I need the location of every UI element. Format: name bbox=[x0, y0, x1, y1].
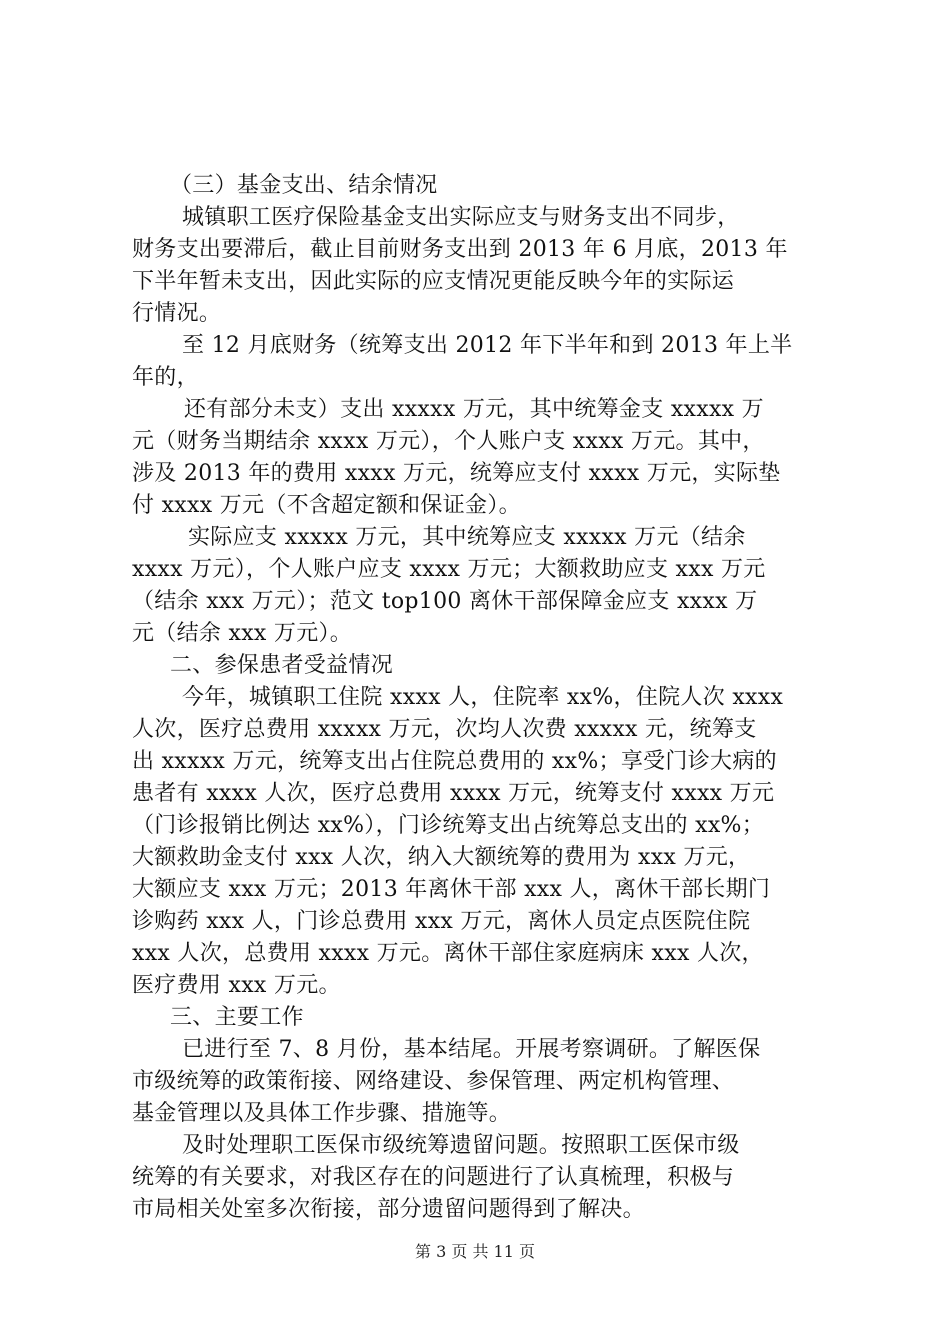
text-line: 患者有 xxxx 人次，医疗总费用 xxxx 万元，统筹支付 xxxx 万元 bbox=[132, 781, 775, 806]
text-line: 市级统筹的政策衔接、网络建设、参保管理、两定机构管理、 bbox=[132, 1069, 735, 1094]
text-line: 财务支出要滞后，截止目前财务支出到 2013 年 6 月底，2013 年 bbox=[132, 237, 788, 262]
text-line: （三）基金支出、结余情况 bbox=[170, 173, 438, 198]
text-line: （门诊报销比例达 xx%），门诊统筹支出占统筹总支出的 xx%； bbox=[132, 813, 765, 838]
text-line: 今年，城镇职工住院 xxxx 人，住院率 xx%，住院人次 xxxx bbox=[182, 685, 784, 710]
page-footer: 第 3 页 共 11 页 bbox=[415, 1242, 535, 1261]
text-line: 年的， bbox=[132, 365, 199, 390]
text-line: 诊购药 xxx 人，门诊总费用 xxx 万元，离休人员定点医院住院 bbox=[132, 909, 751, 934]
text-line: 医疗费用 xxx 万元。 bbox=[132, 973, 341, 998]
text-line: 基金管理以及具体工作步骤、措施等。 bbox=[132, 1101, 512, 1126]
text-line: 付 xxxx 万元（不含超定额和保证金）。 bbox=[132, 493, 521, 518]
text-line: 下半年暂未支出，因此实际的应支情况更能反映今年的实际运 bbox=[132, 269, 735, 294]
text-line: 已进行至 7、8 月份，基本结尾。开展考察调研。了解医保 bbox=[182, 1037, 761, 1062]
text-line: 人次，医疗总费用 xxxxx 万元，次均人次费 xxxxx 元，统筹支 bbox=[132, 717, 757, 742]
text-line: 涉及 2013 年的费用 xxxx 万元，统筹应支付 xxxx 万元，实际垫 bbox=[132, 461, 781, 486]
text-line: 市局相关处室多次衔接，部分遗留问题得到了解决。 bbox=[132, 1197, 645, 1222]
text-line: 城镇职工医疗保险基金支出实际应支与财务支出不同步， bbox=[182, 205, 740, 230]
text-line: 元（结余 xxx 万元）。 bbox=[132, 621, 353, 646]
text-line: 出 xxxxx 万元，统筹支出占住院总费用的 xx%；享受门诊大病的 bbox=[132, 749, 777, 774]
text-line: 及时处理职工医保市级统筹遗留问题。按照职工医保市级 bbox=[182, 1133, 740, 1158]
text-line: 三、主要工作 bbox=[170, 1005, 304, 1030]
text-line: （结余 xxx 万元）；范文 top100 离休干部保障金应支 xxxx 万 bbox=[132, 589, 758, 614]
text-line: xxx 人次，总费用 xxxx 万元。离休干部住家庭病床 xxx 人次， bbox=[132, 941, 764, 966]
text-line: 还有部分未支）支出 xxxxx 万元，其中统筹金支 xxxxx 万 bbox=[184, 397, 764, 422]
document-body bbox=[132, 170, 832, 1226]
text-line: 统筹的有关要求，对我区存在的问题进行了认真梳理，积极与 bbox=[132, 1165, 735, 1190]
text-line: xxxx 万元），个人账户应支 xxxx 万元；大额救助应支 xxx 万元 bbox=[132, 557, 766, 582]
text-line: 大额应支 xxx 万元；2013 年离休干部 xxx 人，离休干部长期门 bbox=[132, 877, 771, 902]
text-line: 元（财务当期结余 xxxx 万元），个人账户支 xxxx 万元。其中， bbox=[132, 429, 765, 454]
text-line: 行情况。 bbox=[132, 301, 222, 326]
text-line: 大额救助金支付 xxx 人次，纳入大额统筹的费用为 xxx 万元， bbox=[132, 845, 751, 870]
text-line: 二、参保患者受益情况 bbox=[170, 653, 394, 678]
text-line: 实际应支 xxxxx 万元，其中统筹应支 xxxxx 万元（结余 bbox=[188, 525, 746, 550]
text-line: 至 12 月底财务（统筹支出 2012 年下半年和到 2013 年上半 bbox=[182, 333, 793, 358]
